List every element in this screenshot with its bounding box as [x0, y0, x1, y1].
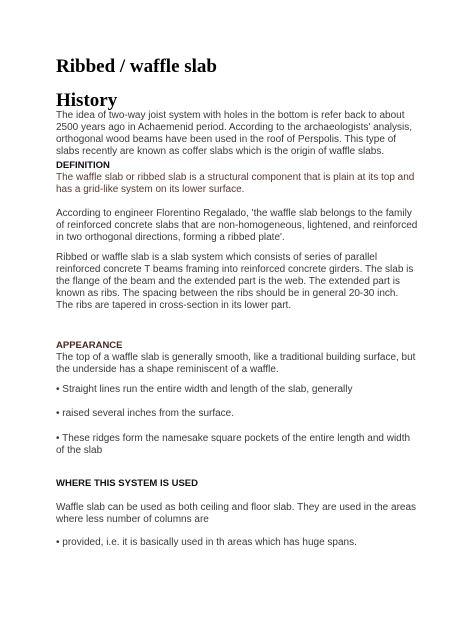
- usage-bullet-1: • provided, i.e. it is basically used in th areas which has huge spans.: [56, 537, 357, 548]
- appearance-bullet-1: • Straight lines run the entire width and length of the slab, generally: [56, 384, 353, 395]
- history-heading: History: [56, 90, 118, 111]
- appearance-bullet-2: • raised several inches from the surface.: [56, 408, 235, 419]
- definition-paragraph-2: According to engineer Florentino Regalado, 'the waffle slab belongs to the family of reinforced concrete slabs that are non-homogeneous, lightened, and reinforced in two orthogonal directions, forming a ribbed plate'.: [56, 208, 418, 243]
- appearance-bullet-3: • These ridges form the namesake square pockets of the entire length and width of the slab: [56, 433, 411, 456]
- usage-heading: WHERE THIS SYSTEM IS USED: [56, 478, 198, 489]
- document-title: Ribbed / waffle slab: [56, 56, 217, 77]
- appearance-paragraph: The top of a waffle slab is generally smooth, like a traditional building surface, but the underside has a shape reminiscent of a waffle.: [56, 352, 416, 375]
- history-paragraph: The idea of two-way joist system with holes in the bottom is refer back to about 2500 years ago in Achaemenid period. According to the archaeologists' analysis, orthogonal wood beams have been used in the roof of Perspolis. This type of slabs recently are known as coffer slabs which is the origin of waffle slabs.: [56, 110, 413, 157]
- definition-paragraph-1: The waffle slab or ribbed slab is a structural component that is plain at its top and has a grid-like system on its lower surface.: [56, 172, 415, 195]
- appearance-heading: APPEARANCE: [56, 340, 123, 351]
- definition-paragraph-3: Ribbed or waffle slab is a slab system which consists of series of parallel reinforced concrete T beams framing into reinforced concrete girders. The slab is the flange of the beam and the extended part is the web. The extended part is known as ribs. The spacing between the ribs should be in general 20-30 inch. The ribs are tapered in cross-section in its lower part.: [56, 252, 414, 311]
- definition-heading: DEFINITION: [56, 160, 110, 171]
- usage-paragraph: Waffle slab can be used as both ceiling and floor slab. They are used in the areas where less number of columns are: [56, 502, 417, 525]
